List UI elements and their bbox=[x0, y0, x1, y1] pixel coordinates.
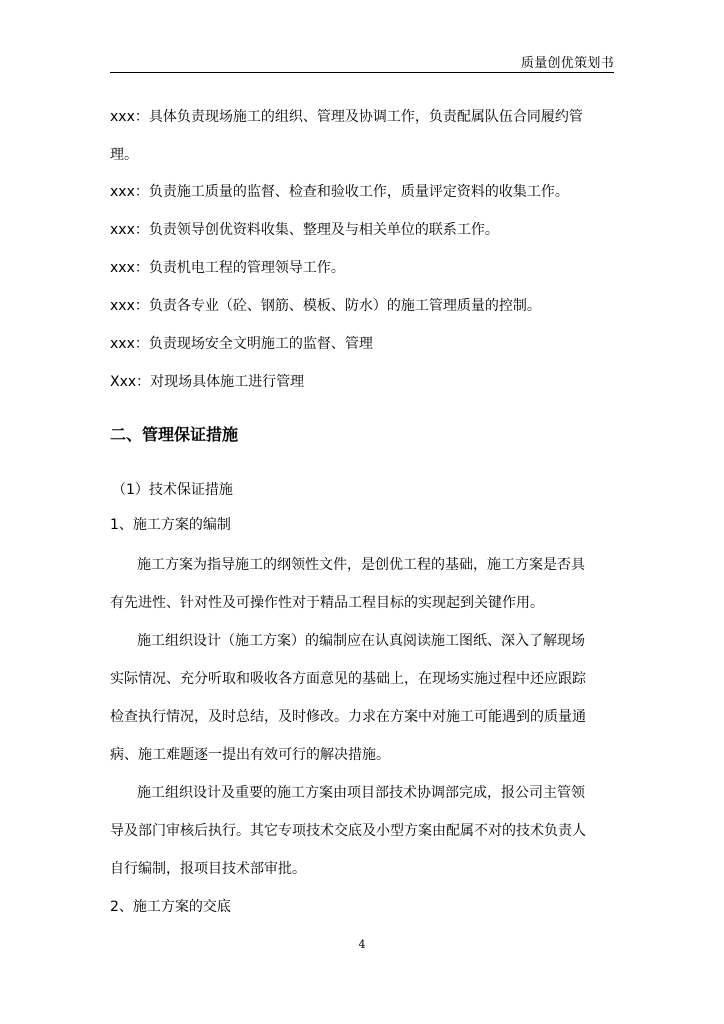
section-heading: 二、管理保证措施 bbox=[110, 425, 239, 444]
page-header bbox=[110, 50, 614, 73]
responsibility-line: xxx：负责领导创优资料收集、整理及与相关单位的联系工作。 bbox=[110, 222, 499, 238]
responsibility-line: xxx：负责各专业（砼、钢筋、模板、防水）的施工管理质量的控制。 bbox=[110, 298, 541, 314]
paragraph-line: 检查执行情况，及时总结，及时修改。力求在方案中对施工可能遇到的质量通 bbox=[110, 709, 586, 725]
responsibility-line: xxx：负责现场安全文明施工的监督、管理 bbox=[110, 336, 373, 352]
responsibility-line: xxx：具体负责现场施工的组织、管理及协调工作，负责配属队伍合同履约管 bbox=[110, 109, 583, 125]
paragraph-line: 施工方案为指导施工的纲领性文件，是创优工程的基础，施工方案是否具 bbox=[137, 557, 585, 573]
item-title: 2、施工方案的交底 bbox=[110, 899, 231, 915]
paragraph-line: 导及部门审核后执行。其它专项技术交底及小型方案由配属不对的技术负责人 bbox=[110, 823, 586, 839]
page-number: 4 bbox=[358, 938, 366, 951]
paragraph-line: 实际情况、充分听取和吸收各方面意见的基础上，在现场实施过程中还应跟踪 bbox=[110, 671, 586, 687]
responsibility-line: xxx：负责施工质量的监督、检查和验收工作，质量评定资料的收集工作。 bbox=[110, 184, 569, 200]
item-title: 1、施工方案的编制 bbox=[110, 517, 231, 533]
paragraph-line: 施工组织设计及重要的施工方案由项目部技术协调部完成，报公司主管领 bbox=[137, 785, 585, 801]
paragraph-line: 自行编制，报项目技术部审批。 bbox=[110, 861, 306, 877]
responsibility-line: 理。 bbox=[110, 147, 138, 163]
responsibility-line: xxx：负责机电工程的管理领导工作。 bbox=[110, 260, 345, 276]
paragraph-line: 有先进性、针对性及可操作性对于精品工程目标的实现起到关键作用。 bbox=[110, 595, 544, 611]
paragraph-line: 病、施工难题逐一提出有效可行的解决措施。 bbox=[110, 747, 390, 763]
subsection-title: （1）技术保证措施 bbox=[112, 482, 233, 498]
header-title: 质量创优策划书 bbox=[520, 56, 614, 71]
paragraph-line: 施工组织设计（施工方案）的编制应在认真阅读施工图纸、深入了解现场 bbox=[137, 633, 585, 649]
responsibility-line: Xxx：对现场具体施工进行管理 bbox=[110, 374, 305, 390]
